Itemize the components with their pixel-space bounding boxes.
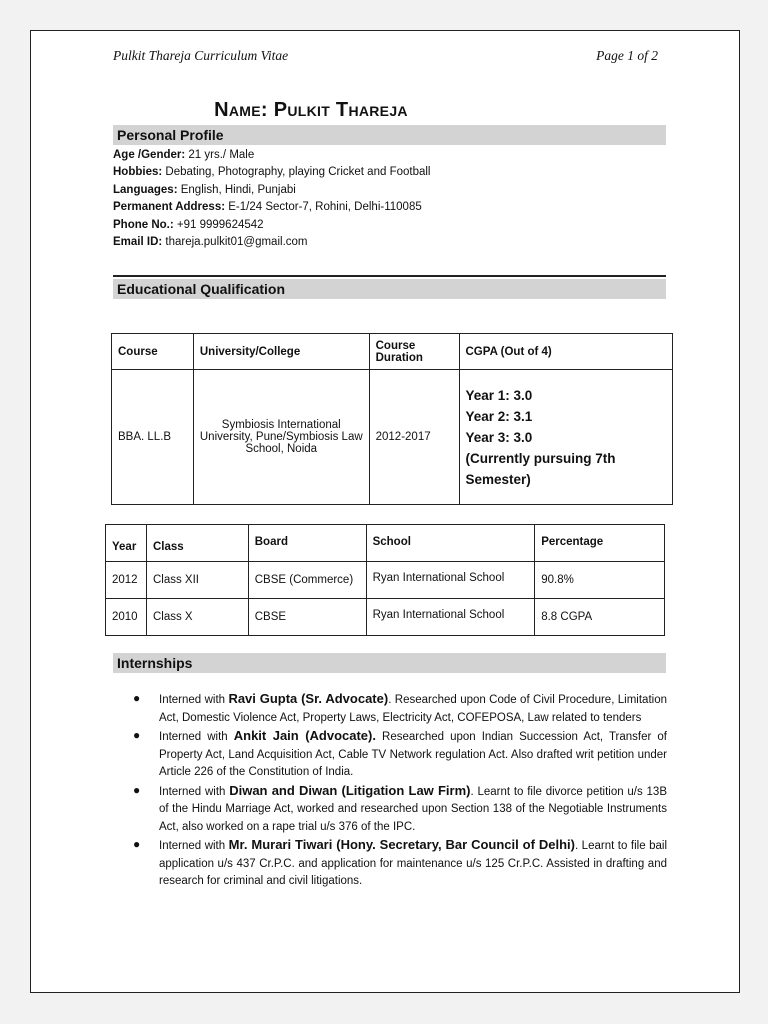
header-page-number: Page 1 of 2 bbox=[596, 48, 658, 63]
cell-cgpa bbox=[459, 370, 673, 505]
cgpa-year-1: Year 1: 3.0 bbox=[465, 387, 533, 403]
col-year: Year bbox=[106, 525, 147, 562]
list-item: ● Interned with Diwan and Diwan (Litigation Law Firm). Learnt to file divorce petition u/s 13B of the Hindu Marriage Act, worked and researched upon Section 138 of the Negotiable Instruments Act, also worked on a rape trial u/s 376 of the IPC. bbox=[133, 782, 667, 833]
cgpa-note: (Currently pursuing 7th Semester) bbox=[465, 450, 616, 487]
col-course: Course bbox=[112, 334, 194, 370]
cgpa-year-2: Year 2: 3.1 bbox=[465, 408, 533, 424]
header-document-title: Pulkit Thareja Curriculum Vitae bbox=[113, 48, 289, 63]
profile-email: Email ID: thareja.pulkit01@gmail.com bbox=[113, 236, 308, 249]
internships-list bbox=[127, 690, 667, 891]
profile-phone: Phone No.: +91 9999624542 bbox=[113, 218, 264, 231]
cell-year: 2010 bbox=[106, 599, 147, 636]
cv-page bbox=[30, 30, 740, 993]
bullet-icon: ● bbox=[133, 837, 141, 851]
internships-heading: Internships bbox=[113, 653, 666, 673]
col-percentage: Percentage bbox=[535, 525, 665, 562]
col-school: School bbox=[366, 525, 535, 562]
cell-board: CBSE (Commerce) bbox=[248, 562, 366, 599]
profile-languages: Languages: English, Hindi, Punjabi bbox=[113, 183, 296, 196]
table-row bbox=[106, 562, 665, 599]
cell-class: Class X bbox=[146, 599, 248, 636]
col-board: Board bbox=[248, 525, 366, 562]
cell-board: CBSE bbox=[248, 599, 366, 636]
table-row bbox=[112, 370, 673, 505]
page-header bbox=[113, 48, 658, 64]
section-divider bbox=[113, 275, 666, 277]
bullet-icon: ● bbox=[133, 728, 141, 742]
schooling-table-header bbox=[106, 525, 665, 562]
personal-profile-details bbox=[113, 147, 430, 251]
cell-school: Ryan International School bbox=[366, 562, 535, 599]
cell-school: Ryan International School bbox=[366, 599, 535, 636]
personal-profile-heading: Personal Profile bbox=[113, 125, 666, 145]
cell-year: 2012 bbox=[106, 562, 147, 599]
col-cgpa: CGPA (Out of 4) bbox=[459, 334, 673, 370]
name-heading: Name: Pulkit Thareja bbox=[214, 99, 408, 121]
profile-address: Permanent Address: E-1/24 Sector-7, Rohini, Delhi-110085 bbox=[113, 201, 422, 214]
list-item: ● Interned with Ankit Jain (Advocate). Researched upon Indian Succession Act, Transfer of Property Act, Land Acquisition Act, Cable TV Network regulation Act. Also drafted writ petition under Article 226 of the Constitution of India. bbox=[133, 728, 667, 778]
education-table bbox=[111, 333, 673, 505]
table-row bbox=[106, 599, 665, 636]
profile-hobbies: Hobbies: Debating, Photography, playing Cricket and Football bbox=[113, 166, 431, 179]
profile-age-gender: Age /Gender: 21 yrs./ Male bbox=[113, 149, 255, 161]
cell-percentage: 90.8% bbox=[535, 562, 665, 599]
bullet-icon: ● bbox=[133, 782, 141, 797]
education-table-header bbox=[112, 334, 673, 370]
col-duration: Course Duration bbox=[369, 334, 459, 370]
cell-class: Class XII bbox=[146, 562, 248, 599]
cell-duration: 2012-2017 bbox=[369, 370, 459, 505]
col-university: University/College bbox=[193, 334, 369, 370]
list-item: ● Interned with Ravi Gupta (Sr. Advocate). Researched upon Code of Civil Procedure, Limitation Act, Domestic Violence Act, Property Laws, Electricity Act, COFEPOSA, Law related to tenders bbox=[133, 691, 667, 724]
cgpa-year-3: Year 3: 3.0 bbox=[465, 429, 533, 445]
education-heading: Educational Qualification bbox=[113, 279, 666, 299]
bullet-icon: ● bbox=[133, 691, 141, 705]
cell-percentage: 8.8 CGPA bbox=[535, 599, 665, 636]
col-class: Class bbox=[146, 525, 248, 562]
schooling-table bbox=[105, 524, 665, 636]
cell-course: BBA. LL.B bbox=[112, 370, 194, 505]
cell-university: Symbiosis International University, Pune/Symbiosis Law School, Noida bbox=[193, 370, 369, 505]
list-item: ● Interned with Mr. Murari Tiwari (Hony. Secretary, Bar Council of Delhi). Learnt to file bail application u/s 437 Cr.P.C. and application for maintenance u/s 125 Cr.P.C. Assisted in drafting and research for criminal and civil litigations. bbox=[133, 837, 667, 887]
